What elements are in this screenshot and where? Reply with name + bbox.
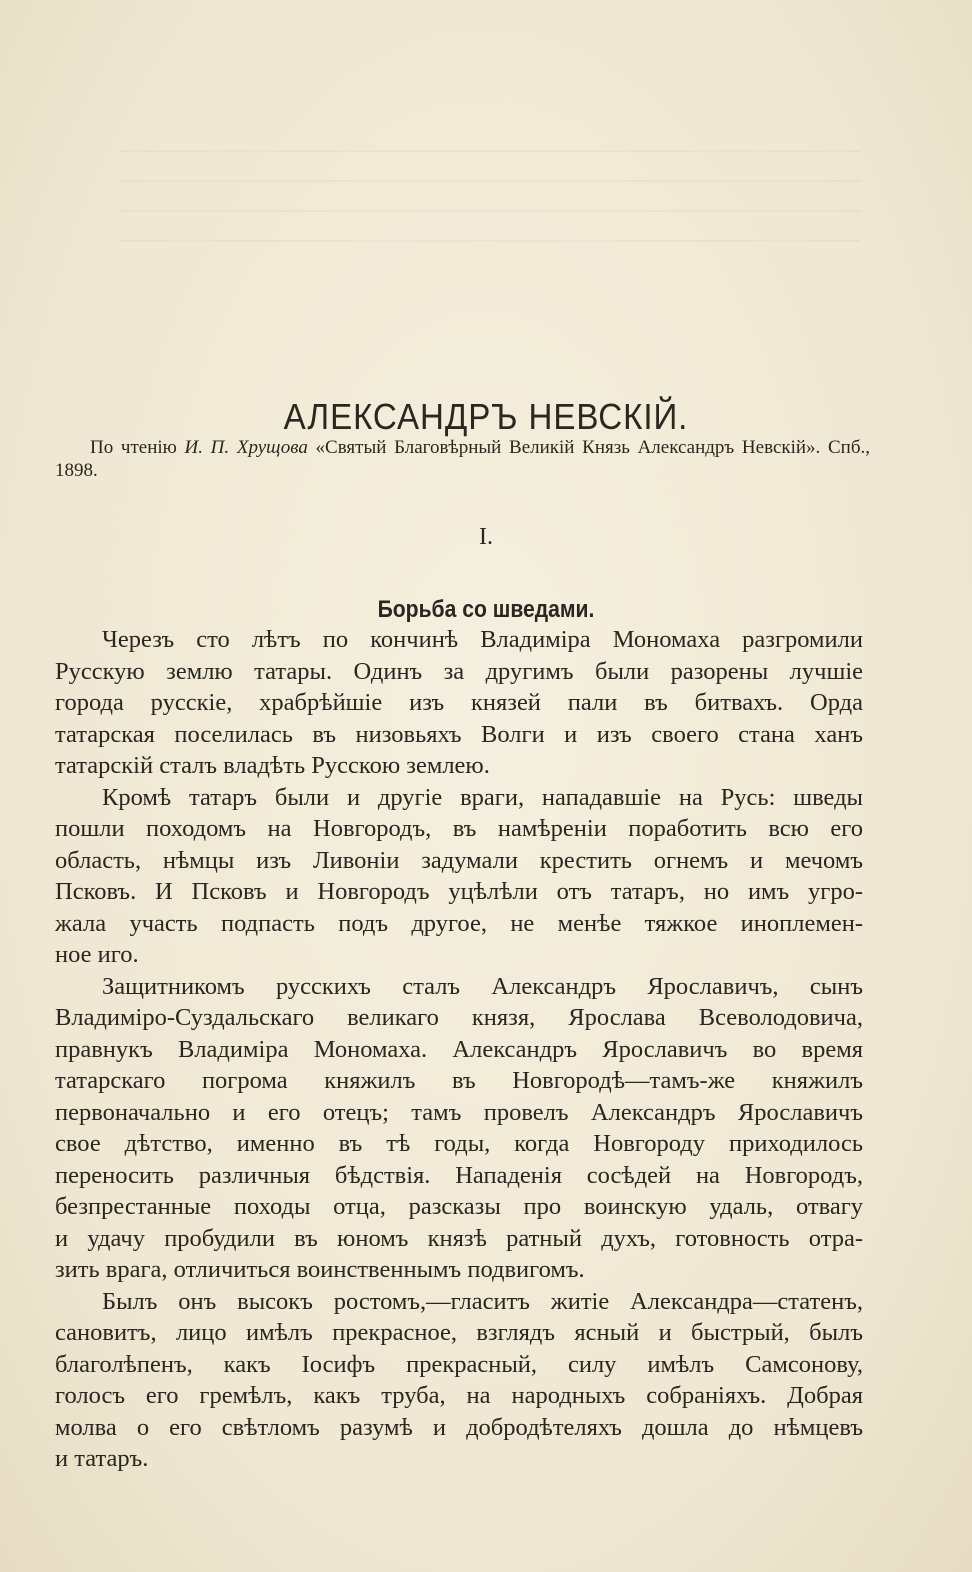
text-line: зить врага, отличиться воинственнымъ подвигомъ. (55, 1256, 585, 1283)
text-line: татарскiй сталъ владѣть Русскою землею. (55, 752, 490, 779)
text-line: татарская поселилась въ низовьяхъ Волги и изъ своего стана ханъ (55, 720, 863, 748)
text-line: ное иго. (55, 941, 139, 968)
text-line: голосъ его гремѣлъ, какъ труба, на народныхъ собранiяхъ. Добрая (55, 1382, 863, 1409)
section-number: I. (479, 524, 493, 550)
text-line: переносить различныя бѣдствiя. Нападенiя сосѣдей на Новгородъ, (55, 1161, 863, 1189)
text-line: благолѣпенъ, какъ Iосифъ прекрасный, силу имѣлъ Самсонову, (55, 1350, 863, 1378)
text-line: область, нѣмцы изъ Ливонiи задумали крестить огнемъ и мечомъ (55, 846, 863, 874)
text-line: и удачу пробудили въ юномъ князѣ ратный духъ, готовность отра- (55, 1224, 863, 1252)
text-line: Кромѣ татаръ были и другiе враги, нападавшiе на Русь: шведы (102, 783, 863, 811)
text-line: и татаръ. (55, 1445, 149, 1472)
text-line: безпрестанные походы отца, разсказы про воинскую удаль, отвагу (55, 1193, 863, 1220)
citation-prefix: По чтенiю (90, 437, 177, 458)
body-text (55, 624, 863, 1475)
text-line: Защитникомъ русскихъ сталъ Александръ Ярославичъ, сынъ (102, 972, 863, 1000)
text-line: первоначально и его отецъ; тамъ провелъ Александръ Ярославичъ (55, 1098, 863, 1126)
text-line: пошли походомъ на Новгородъ, въ намѣренiи поработить всю его (55, 815, 863, 842)
text-line: молва о его свѣтломъ разумѣ и добродѣтеляхъ дошла до нѣмцевъ (55, 1413, 863, 1441)
text-line: сановитъ, лицо имѣлъ прекрасное, взглядъ ясный и быстрый, былъ (55, 1319, 863, 1346)
text-line: Былъ онъ высокъ ростомъ,—гласитъ житiе Александра—статенъ, (102, 1287, 863, 1315)
source-citation (55, 436, 870, 482)
text-line: свое дѣтство, именно въ тѣ годы, когда Новгороду приходилось (55, 1130, 863, 1157)
text-line: жала участь подпасть подъ другое, не менѣе тяжкое иноплемен- (55, 909, 863, 937)
text-line: Русскую землю татары. Одинъ за другимъ были разорены лучшiе (55, 657, 863, 685)
text-line: правнукъ Владимiра Мономаха. Александръ Ярославичъ во время (55, 1035, 863, 1063)
citation-work: «Святый Благовѣрный Великiй Князь Александръ Невскiй». Спб., 1898. (55, 437, 870, 481)
text-line: татарскаго погрома княжилъ въ Новгородѣ—тамъ-же княжилъ (55, 1067, 863, 1094)
text-line: Владимiро-Суздальскаго великаго князя, Ярослава Всеволодовича, (55, 1004, 863, 1031)
text-line: Черезъ сто лѣтъ по кончинѣ Владимiра Мономаха разгромили (102, 626, 863, 653)
section-heading: Борьба со шведами. (377, 595, 595, 623)
text-line: города русскiе, храбрѣйшiе изъ князей пали въ битвахъ. Орда (55, 689, 863, 716)
bleed-through-texture (120, 150, 860, 270)
text-line: Псковъ. И Псковъ и Новгородъ уцѣлѣли отъ татаръ, но имъ угро- (55, 878, 863, 905)
citation-author: И. П. Хрущова (184, 437, 308, 458)
page-title: АЛЕКСАНДРЪ НЕВСКIЙ. (283, 396, 689, 438)
